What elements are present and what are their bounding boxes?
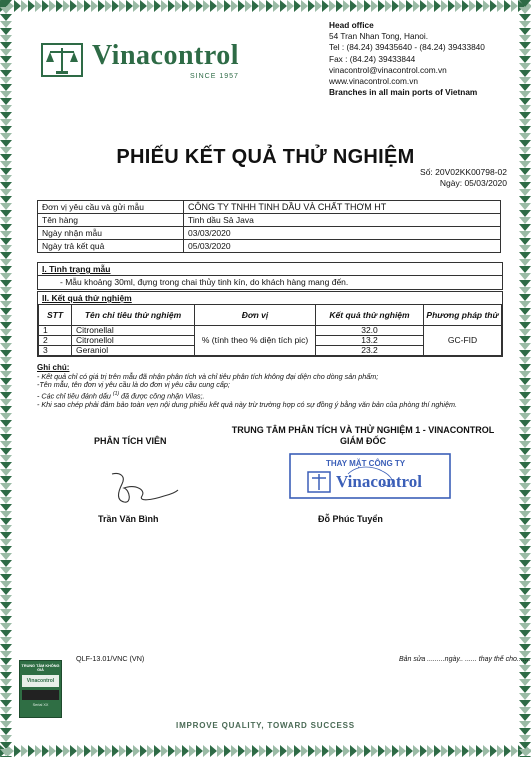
document-number: Số: 20V02KK00798-02 [420, 167, 507, 177]
head-office-tel: Tel : (84.24) 39435640 - (84.24) 39433840 [329, 42, 485, 53]
row-name: Citronellal [72, 326, 195, 336]
head-office-title: Head office [329, 20, 374, 30]
logo-since: SINCE 1957 [190, 73, 239, 80]
badge-hologram [22, 690, 59, 700]
column-header: Phương pháp thử [424, 305, 502, 326]
note-superscript: (1) [112, 391, 120, 398]
note-line: - Kết quả chỉ có giá trị trên mẫu đã nhận phân tích và chỉ tiêu phân tích không đại diện cho dòng sản phẩm; [37, 371, 379, 381]
center-title: TRUNG TÂM PHÂN TÍCH VÀ THỬ NGHIỆM 1 - VINACONTROL [231, 425, 495, 435]
row-result: 23.2 [316, 346, 424, 356]
table-row [38, 214, 501, 227]
footer-motto: IMPROVE QUALITY, TOWARD SUCCESS [176, 721, 355, 730]
certification-badge [19, 660, 62, 718]
section-heading: I. Tình trạng mẫu [38, 263, 502, 276]
info-label: Ngày trả kết quả [38, 240, 184, 253]
table-row [38, 227, 501, 240]
decorative-border-right [519, 0, 531, 757]
edition-note: Bản sửa .........ngày.. ...... thay thế cho....... [399, 656, 531, 663]
notes-heading: Ghi chú: [37, 363, 70, 372]
head-office-fax: Fax : (84.24) 39433844 [329, 53, 416, 64]
analyst-signature [102, 466, 182, 510]
row-name: Citronellol [72, 336, 195, 346]
head-office-block [329, 20, 485, 98]
row-stt: 1 [39, 326, 72, 336]
badge-top-text: TRUNG TÂM KHÔNG GIÁ [21, 664, 60, 672]
stamp-text: THAY MẶT CÔNG TY [326, 459, 406, 468]
decorative-border-bottom [0, 745, 531, 757]
info-label: Ngày nhận mẫu [38, 227, 184, 240]
info-label: Đơn vị yêu cầu và gửi mẫu [38, 201, 184, 214]
document-number-block [420, 167, 507, 189]
info-value: 05/03/2020 [184, 240, 501, 253]
results-table [38, 304, 502, 356]
column-header: Đơn vị [195, 305, 316, 326]
row-stt: 2 [39, 336, 72, 346]
note-text: đã được công nhận Vilas;. [119, 391, 205, 401]
form-code: QLF-13.01/VNC (VN) [76, 654, 145, 663]
info-label: Tên hàng [38, 214, 184, 227]
stamp-logo-text: Vinacontrol [336, 472, 422, 491]
table-row [39, 326, 502, 336]
company-stamp [288, 450, 452, 500]
note-line: - Khi sao chép phải đảm bảo toàn vẹn nội dung phiếu kết quả này trừ trường hợp có sự đồng ý bằng văn bản của phòng thí nghiệm. [37, 400, 457, 410]
request-info-table [37, 200, 501, 253]
row-result: 13.2 [316, 336, 424, 346]
info-value: Tinh dầu Sả Java [184, 214, 501, 227]
sample-condition-text: - Mẫu khoảng 30ml, đựng trong chai thủy tinh kín, do khách hàng mang đến. [60, 277, 349, 287]
info-value: CÔNG TY TNHH TINH DẦU VÀ CHẤT THƠM HT [184, 201, 501, 214]
note-text: - Các chỉ tiêu đánh dấu [37, 391, 113, 401]
head-office-address: 54 Tran Nhan Tong, Hanoi. [329, 31, 429, 42]
director-name: Đỗ Phúc Tuyển [318, 514, 383, 524]
document-title: PHIẾU KẾT QUẢ THỬ NGHIỆM [116, 146, 415, 168]
decorative-border-left [0, 0, 12, 757]
unit-cell: % (tính theo % diện tích pic) [195, 326, 316, 356]
row-stt: 3 [39, 346, 72, 356]
logo-wordmark: Vinacontrol [92, 40, 240, 71]
note-line: -Tên mẫu, tên đơn vị yêu cầu là do đơn vị yêu cầu cung cấp; [37, 380, 230, 390]
row-result: 32.0 [316, 326, 424, 336]
director-title: GIÁM ĐỐC [340, 436, 386, 446]
column-header: STT [39, 305, 72, 326]
analyst-title: PHÂN TÍCH VIÊN [94, 436, 167, 446]
column-header: Kết quả thử nghiệm [316, 305, 424, 326]
head-office-email: vinacontrol@vinacontrol.com.vn [329, 64, 447, 75]
vinacontrol-logo [40, 38, 255, 82]
scales-icon [40, 38, 86, 82]
column-header: Tên chỉ tiêu thử nghiệm [72, 305, 195, 326]
table-header-row [39, 305, 502, 326]
row-name: Geraniol [72, 346, 195, 356]
method-cell: GC-FID [424, 326, 502, 356]
test-results-section [37, 291, 503, 357]
center-title-block [218, 425, 508, 447]
badge-bottom-text: Serial XX [32, 703, 49, 707]
table-row [38, 240, 501, 253]
section-heading: II. Kết quả thử nghiệm [42, 293, 132, 303]
info-value: 03/03/2020 [184, 227, 501, 240]
sample-condition-section [37, 262, 503, 290]
document-date: Ngày: 05/03/2020 [439, 178, 507, 188]
badge-logo: Vinacontrol [22, 675, 59, 687]
decorative-border-top [0, 0, 531, 12]
head-office-branches: Branches in all main ports of Vietnam [329, 87, 478, 98]
table-row [38, 201, 501, 214]
notes-block [37, 364, 502, 410]
analyst-name: Trần Văn Bình [98, 514, 159, 524]
head-office-website: www.vinacontrol.com.vn [329, 76, 418, 87]
